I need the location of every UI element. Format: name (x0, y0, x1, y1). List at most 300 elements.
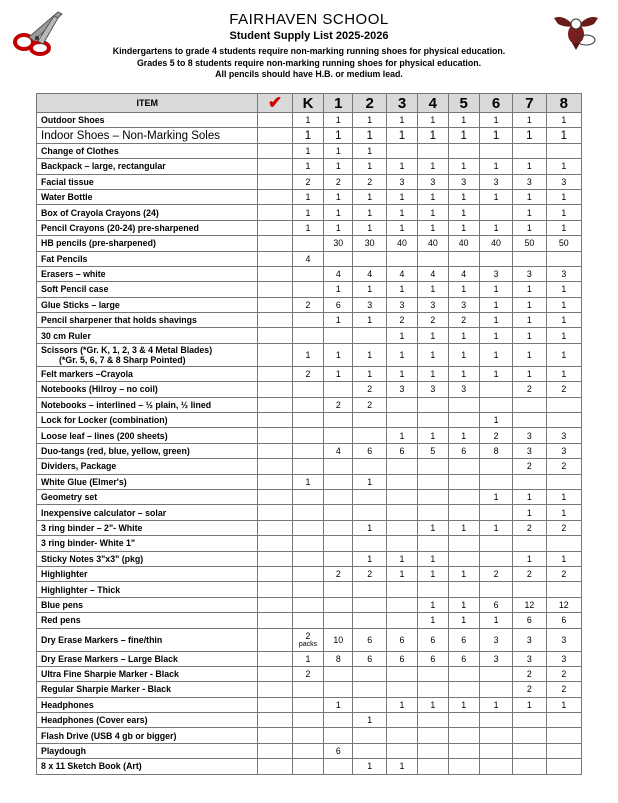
item-label: Sticky Notes 3"x3" (pkg) (41, 553, 144, 564)
table-row (37, 174, 582, 189)
quantity-value: 1 (430, 222, 436, 233)
quantity-value: 1 (367, 145, 373, 156)
quantity-value: 1 (460, 129, 467, 142)
quantity-cell (324, 597, 353, 612)
quantity-value: 1 (399, 349, 405, 360)
quantity-cell (546, 474, 581, 489)
quantity-cell (546, 297, 581, 312)
table-row (37, 236, 582, 251)
table-row (37, 128, 582, 143)
quantity-cell (353, 366, 386, 381)
quantity-cell (513, 220, 546, 235)
quantity-value: 1 (493, 415, 499, 426)
item-label: Pencil Crayons (20-24) pre-sharpened (41, 222, 199, 233)
quantity-cell (479, 536, 512, 551)
quantity-cell (479, 128, 512, 143)
quantity-value: 12 (524, 599, 535, 610)
item-name (37, 428, 258, 443)
table-row (37, 205, 582, 220)
quantity-cell (292, 143, 323, 158)
column-header-grade: 7 (513, 94, 546, 113)
quantity-cell (479, 474, 512, 489)
quantity-cell (546, 459, 581, 474)
quantity-cell (386, 205, 417, 220)
quantity-value: 3 (430, 384, 436, 395)
check-cell (258, 189, 292, 204)
item-name (37, 759, 258, 774)
quantity-cell (292, 713, 323, 728)
quantity-cell (353, 413, 386, 428)
item-label: Dividers, Package (41, 461, 117, 472)
quantity-cell (292, 666, 323, 681)
quantity-value: 1 (461, 207, 467, 218)
quantity-value: 4 (399, 269, 405, 280)
quantity-value: 3 (526, 430, 532, 441)
quantity-cell (546, 697, 581, 712)
quantity-value: 1 (335, 369, 341, 380)
quantity-cell (546, 682, 581, 697)
quantity-value: 1 (305, 222, 311, 233)
quantity-value: 2 (305, 299, 311, 310)
quantity-cell (386, 236, 417, 251)
quantity-cell (513, 189, 546, 204)
item-label: Glue Sticks – large (41, 299, 120, 310)
quantity-cell (353, 666, 386, 681)
quantity-value: 1 (493, 315, 499, 326)
quantity-cell (353, 613, 386, 628)
quantity-cell (418, 697, 448, 712)
quantity-value: 40 (491, 238, 501, 249)
table-row (37, 474, 582, 489)
quantity-cell (546, 128, 581, 143)
quantity-cell (513, 651, 546, 666)
table-row (37, 443, 582, 458)
quantity-cell (448, 159, 479, 174)
quantity-cell (513, 282, 546, 297)
quantity-cell (513, 382, 546, 397)
quantity-cell (386, 282, 417, 297)
quantity-value: 1 (526, 349, 532, 360)
quantity-cell (324, 428, 353, 443)
quantity-value: 1 (335, 222, 341, 233)
table-row (37, 628, 582, 651)
quantity-value: 6 (526, 615, 532, 626)
quantity-cell (513, 505, 546, 520)
quantity-cell (479, 628, 512, 651)
quantity-cell (292, 651, 323, 666)
quantity-cell (386, 251, 417, 266)
quantity-cell (418, 159, 448, 174)
quantity-cell (513, 697, 546, 712)
quantity-value: 6 (367, 634, 373, 645)
quantity-cell (386, 428, 417, 443)
quantity-value: 6 (335, 299, 341, 310)
quantity-cell (479, 666, 512, 681)
quantity-value: 1 (367, 761, 373, 772)
check-cell (258, 613, 292, 628)
quantity-value: 1 (367, 476, 373, 487)
quantity-cell (324, 366, 353, 381)
quantity-cell (386, 613, 417, 628)
item-label: Outdoor Shoes (41, 115, 105, 126)
column-header-grade: K (292, 94, 323, 113)
quantity-value: 1 (304, 129, 312, 142)
check-cell (258, 582, 292, 597)
item-label: Soft Pencil case (41, 284, 109, 295)
quantity-cell (386, 174, 417, 189)
item-name (37, 313, 258, 328)
school-name: FAIRHAVEN SCHOOL (229, 11, 389, 28)
quantity-value: 1 (335, 284, 341, 295)
quantity-value: 3 (493, 269, 499, 280)
quantity-cell (513, 520, 546, 535)
quantity-cell (546, 443, 581, 458)
item-name (37, 651, 258, 666)
quantity-cell (418, 628, 448, 651)
quantity-cell (292, 266, 323, 281)
quantity-cell (386, 474, 417, 489)
list-title: Student Supply List 2025-2026 (229, 30, 389, 42)
check-cell (258, 536, 292, 551)
table-row (37, 520, 582, 535)
quantity-cell (479, 428, 512, 443)
quantity-value: 1 (335, 129, 342, 142)
quantity-cell (324, 128, 353, 143)
table-row (37, 505, 582, 520)
quantity-cell (513, 413, 546, 428)
quantity-value: 1 (526, 699, 532, 710)
check-cell (258, 159, 292, 174)
quantity-cell (479, 143, 512, 158)
quantity-value: 6 (399, 653, 405, 664)
quantity-value: 1 (399, 161, 405, 172)
quantity-cell (292, 443, 323, 458)
check-cell (258, 489, 292, 504)
quantity-cell (292, 759, 323, 774)
quantity-value: 1 (493, 161, 499, 172)
table-row (37, 613, 582, 628)
quantity-cell (418, 489, 448, 504)
quantity-value: 1 (526, 284, 532, 295)
quantity-cell (479, 297, 512, 312)
quantity-cell (448, 428, 479, 443)
quantity-cell (418, 713, 448, 728)
quantity-cell (448, 251, 479, 266)
quantity-cell (448, 582, 479, 597)
quantity-cell (448, 728, 479, 743)
quantity-cell (418, 366, 448, 381)
quantity-cell (418, 382, 448, 397)
quantity-cell (353, 489, 386, 504)
quantity-value: 3 (461, 384, 467, 395)
quantity-cell (324, 266, 353, 281)
quantity-value: 3 (399, 299, 405, 310)
quantity-cell (418, 520, 448, 535)
quantity-value: 1 (561, 299, 567, 310)
item-name (37, 328, 258, 343)
quantity-cell (479, 413, 512, 428)
item-label: Flash Drive (USB 4 gb or bigger) (41, 730, 177, 741)
quantity-cell (418, 113, 448, 128)
quantity-value: 1 (526, 315, 532, 326)
table-row (37, 159, 582, 174)
quantity-value: 1 (430, 699, 436, 710)
quantity-cell (292, 282, 323, 297)
quantity-cell (386, 343, 417, 366)
quantity-cell (546, 251, 581, 266)
quantity-value: 1 (526, 330, 532, 341)
quantity-value: 1 (305, 653, 311, 664)
quantity-cell (324, 728, 353, 743)
quantity-cell (386, 128, 417, 143)
quantity-cell (546, 382, 581, 397)
quantity-cell (386, 743, 417, 758)
quantity-value: 1 (367, 207, 373, 218)
quantity-value: 1 (461, 569, 467, 580)
item-label: Felt markers –Crayola (41, 369, 133, 380)
quantity-cell (418, 582, 448, 597)
quantity-value: 1 (561, 330, 567, 341)
item-name (37, 666, 258, 681)
quantity-value: 1 (493, 492, 499, 503)
quantity-cell (386, 328, 417, 343)
item-label: White Glue (Elmer's) (41, 476, 127, 487)
quantity-value: 1 (461, 284, 467, 295)
quantity-value: 1 (461, 330, 467, 341)
quantity-cell (513, 251, 546, 266)
quantity-cell (448, 382, 479, 397)
table-row (37, 597, 582, 612)
check-cell (258, 474, 292, 489)
check-cell (258, 128, 292, 143)
quantity-value: 1 (335, 699, 341, 710)
quantity-value: 1 (526, 299, 532, 310)
check-cell (258, 297, 292, 312)
quantity-value: 1 (367, 522, 373, 533)
quantity-cell (448, 220, 479, 235)
quantity-value: 1 (430, 615, 436, 626)
quantity-cell (324, 282, 353, 297)
note-line: Grades 5 to 8 students require non-marking running shoes for physical education. (136, 58, 482, 68)
quantity-value: 6 (335, 746, 341, 757)
item-name (37, 343, 258, 366)
item-name (37, 536, 258, 551)
quantity-cell (448, 143, 479, 158)
item-label: Notebooks – interlined – ½ plain, ½ lined (41, 399, 212, 410)
quantity-cell (353, 174, 386, 189)
quantity-value: 1 (461, 369, 467, 380)
quantity-value: 1 (305, 161, 311, 172)
quantity-cell (479, 697, 512, 712)
quantity-cell (386, 113, 417, 128)
quantity-value: 6 (430, 653, 436, 664)
quantity-cell (353, 682, 386, 697)
quantity-cell (513, 343, 546, 366)
item-name (37, 443, 258, 458)
quantity-value: 1 (366, 129, 373, 142)
quantity-cell (418, 666, 448, 681)
quantity-cell (546, 328, 581, 343)
quantity-cell (448, 597, 479, 612)
table-row (37, 297, 582, 312)
quantity-cell (324, 743, 353, 758)
check-cell (258, 382, 292, 397)
quantity-value: 5 (430, 446, 436, 456)
item-label: Headphones (41, 699, 94, 710)
quantity-cell (448, 759, 479, 774)
quantity-cell (479, 220, 512, 235)
item-name (37, 251, 258, 266)
quantity-cell (448, 551, 479, 566)
quantity-cell (292, 366, 323, 381)
quantity-value: 1 (461, 115, 467, 126)
item-label: Inexpensive calculator – solar (41, 507, 167, 518)
item-name (37, 189, 258, 204)
item-label: Facial tissue (41, 176, 94, 187)
quantity-value: 1 (399, 569, 405, 580)
quantity-cell (292, 328, 323, 343)
table-row (37, 536, 582, 551)
quantity-value: 1 (430, 369, 436, 380)
check-cell (258, 143, 292, 158)
item-name (37, 613, 258, 628)
quantity-value: 2 (561, 669, 567, 680)
quantity-cell (353, 113, 386, 128)
quantity-cell (324, 236, 353, 251)
item-name (37, 382, 258, 397)
quantity-value: 1 (461, 222, 467, 233)
quantity-value: 1 (461, 161, 467, 172)
column-header-item: ITEM (37, 94, 258, 113)
quantity-cell (418, 759, 448, 774)
table-row (37, 282, 582, 297)
quantity-cell (448, 128, 479, 143)
quantity-cell (386, 397, 417, 412)
item-name (37, 566, 258, 581)
quantity-value: 3 (526, 653, 532, 664)
item-name (37, 728, 258, 743)
quantity-cell (546, 489, 581, 504)
quantity-cell (479, 682, 512, 697)
quantity-cell (418, 343, 448, 366)
check-cell (258, 443, 292, 458)
quantity-cell (418, 536, 448, 551)
quantity-cell (546, 236, 581, 251)
quantity-value: 1 (561, 507, 567, 518)
item-label: HB pencils (pre-sharpened) (41, 238, 156, 249)
quantity-cell (324, 651, 353, 666)
quantity-value: 1 (367, 284, 373, 295)
quantity-value: 4 (430, 269, 436, 280)
quantity-value: 6 (399, 446, 405, 456)
quantity-value: 6 (561, 615, 567, 626)
quantity-value: 1 (493, 330, 499, 341)
quantity-cell (479, 728, 512, 743)
check-cell (258, 313, 292, 328)
item-label: Water Bottle (41, 192, 93, 203)
item-name (37, 713, 258, 728)
quantity-value: 2 (367, 176, 373, 187)
quantity-value: 1 (335, 349, 341, 360)
quantity-cell (292, 297, 323, 312)
item-label: Duo-tangs (red, blue, yellow, green) (41, 446, 190, 456)
check-cell (258, 566, 292, 581)
quantity-value: 1 (461, 522, 467, 533)
item-label: Notebooks (Hilroy – no coil) (41, 384, 158, 395)
quantity-cell (448, 343, 479, 366)
quantity-value: 1 (430, 349, 436, 360)
quantity-cell (513, 682, 546, 697)
quantity-cell (479, 366, 512, 381)
quantity-cell (418, 205, 448, 220)
quantity-value: 3 (461, 299, 467, 310)
table-row (37, 713, 582, 728)
quantity-cell (292, 128, 323, 143)
quantity-cell (324, 582, 353, 597)
item-name (37, 113, 258, 128)
quantity-value: 1 (461, 615, 467, 626)
quantity-value: 2 (493, 430, 499, 441)
quantity-value: 2 (561, 569, 567, 580)
quantity-value: 10 (333, 634, 344, 645)
quantity-cell (324, 251, 353, 266)
quantity-cell (324, 682, 353, 697)
quantity-cell (479, 743, 512, 758)
quantity-cell (418, 597, 448, 612)
quantity-cell (513, 397, 546, 412)
quantity-value: 1 (461, 430, 467, 441)
quantity-cell (418, 174, 448, 189)
quantity-cell (324, 713, 353, 728)
item-name (37, 220, 258, 235)
quantity-cell (546, 536, 581, 551)
quantity-cell (324, 666, 353, 681)
table-row (37, 343, 582, 366)
table-header-row (37, 94, 582, 113)
quantity-value: 1 (561, 161, 567, 172)
item-label: 3 ring binder – 2"- White (41, 522, 143, 533)
check-cell (258, 666, 292, 681)
quantity-cell (546, 174, 581, 189)
check-cell (258, 413, 292, 428)
table-row (37, 313, 582, 328)
quantity-cell (513, 113, 546, 128)
check-cell (258, 728, 292, 743)
quantity-value: 1 (561, 349, 567, 360)
quantity-cell (353, 313, 386, 328)
table-row (37, 143, 582, 158)
quantity-cell (292, 536, 323, 551)
table-row (37, 189, 582, 204)
quantity-cell (292, 397, 323, 412)
quantity-cell (546, 366, 581, 381)
quantity-value: 1 (305, 192, 311, 203)
quantity-cell (513, 551, 546, 566)
quantity-cell (513, 489, 546, 504)
quantity-value: 3 (461, 176, 467, 187)
quantity-cell (353, 628, 386, 651)
quantity-cell (479, 713, 512, 728)
quantity-cell (418, 220, 448, 235)
quantity-value: 6 (461, 634, 467, 645)
quantity-cell (386, 582, 417, 597)
item-label: Pencil sharpener that holds shavings (41, 315, 197, 326)
quantity-cell (418, 459, 448, 474)
quantity-value: 2 (335, 569, 341, 580)
quantity-cell (546, 397, 581, 412)
quantity-cell (324, 474, 353, 489)
quantity-unit: packs (298, 641, 318, 648)
